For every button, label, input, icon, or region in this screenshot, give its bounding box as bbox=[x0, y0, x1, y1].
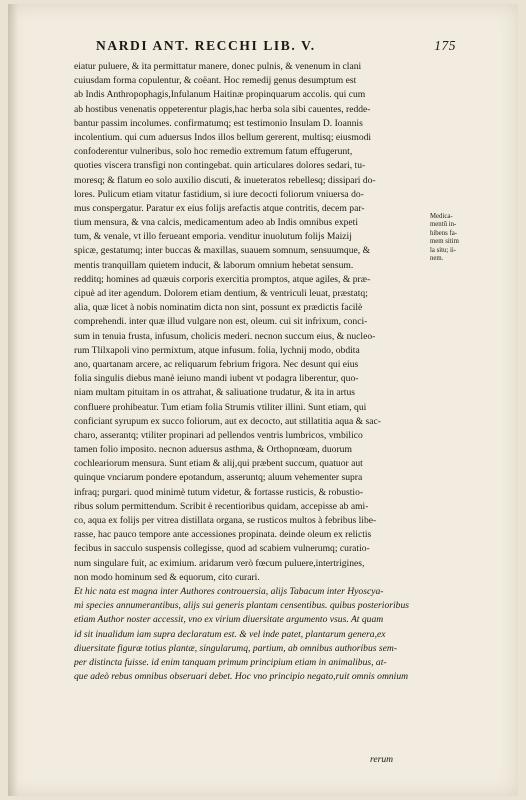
commentary-line: id sit inualidum iam supra declaratum est. & vel inde patet, plantarum genera,ex bbox=[74, 628, 386, 640]
book-page bbox=[8, 4, 518, 796]
body-line: tamen folio imposito. necnon aduersus asthma, & Orthopnœam, duorum bbox=[74, 444, 352, 456]
body-line: tium mensura, & vna calcis, medicamentum adeo ab Indis omnibus expeti bbox=[74, 217, 359, 229]
body-line: fecibus in sacculo suspensis collegisse, quod ad scabiem vulnerumq; curatio- bbox=[74, 543, 370, 555]
body-line: cochleariorum mensura. Sunt etiam & alij,qui præbent succum, quatuor aut bbox=[74, 458, 363, 470]
commentary-line: diuersitate figuræ totius plantæ, singularumq, partium, ab omnibus authoribus sem- bbox=[74, 642, 398, 654]
body-line: co, aqua ex folijs per vitrea distillata organa, se rusticos multos à febribus libe- bbox=[74, 515, 377, 526]
body-line: comprehendi. inter quæ illud vulgare non est, oleum. cui sit infrixum, conci- bbox=[74, 316, 368, 328]
body-line: cipuè ad iter agendum. Dolorem etiam dentium, & ventriculi leuat, præstatq; bbox=[74, 288, 368, 299]
body-line: quoties viscera transfigi non contingebat. quin articulares dolores sedari, tu- bbox=[74, 160, 366, 172]
body-line: lores. Pulicum etiam vitatur fastidium, si iure decocti foliorum vniuersa do- bbox=[74, 188, 364, 200]
commentary-line: que adeò rebus omnibus obseruari debet. Hoc vno principio negato,ruit omnis omnium bbox=[74, 671, 409, 683]
commentary-line: Et hic nata est magna inter Authores controuersia, alijs Tabacum inter Hyoscya- bbox=[74, 585, 384, 597]
margin-note-line: nem. bbox=[430, 255, 444, 263]
margin-note-line: la situ; ii- bbox=[430, 246, 457, 254]
body-line: ab Indis Anthropophagis,Infulanum Haitinæ propinquarum accolis. qui cum bbox=[74, 89, 366, 101]
running-head bbox=[96, 38, 456, 54]
body-line: folia singulis diebus manè ieiuno mandi iubent vt podagra liberentur, quo- bbox=[74, 373, 359, 385]
body-line: confoderentur vulneribus, solo hoc remedio extremum fatum effugerunt, bbox=[74, 146, 353, 158]
body-line: cuiusdam forma copulentur, & coëant. Hoc remedij genus desumptum est bbox=[74, 75, 357, 87]
body-line: tum, & venale, vt illo ferueant emporia. venditur inuolutum folijs Maizij bbox=[74, 231, 352, 243]
body-line: charo, asserantq; vtiliter propinari ad pellendos ventris lumbricos, vmbilico bbox=[74, 429, 363, 441]
running-title: NARDI ANT. RECCHI LIB. V. bbox=[96, 38, 316, 53]
body-line: moresq; & flatum eo solo auxilio discuti, & inueteratos rebellesq; dissipari do- bbox=[74, 174, 376, 186]
body-line: num singulare fuit, ac eximium. aridarum verò fœcum puluere,intertrigines, bbox=[74, 557, 365, 569]
body-line: ab hostibus venenatis oppeterentur plagis,hac herba sola sibi cauentes, redde- bbox=[74, 103, 371, 115]
margin-note-line: hibens fa- bbox=[430, 229, 457, 237]
catchword: rerum bbox=[370, 754, 394, 765]
body-line: confluere prohibeatur. Tum etiam folia Strumis vtiliter illini. Sunt etiam, qui bbox=[74, 401, 367, 413]
commentary-line: etiam Author noster accessit, vno ex virium diuersitate argumento vsus. At quam bbox=[74, 614, 384, 626]
body-line: ribus solum permittendum. Scribit è recentioribus quidam, accepisse ab ami- bbox=[74, 500, 369, 512]
body-line: ano, quartanam arcere, ac reliquarum febrium frigora. Nec desunt qui eius bbox=[74, 358, 359, 370]
commentary-line: mi species annumerantibus, alijs sui generis plantam censentibus. quibus posterioribus bbox=[74, 600, 409, 612]
body-line: quinque vnciarum pondere epotandum, asseruntq; aluum vehementer supra bbox=[74, 472, 363, 484]
body-line: rasse, hac pauco tempore ante accessiones propinata. deinde oleum ex relictis bbox=[74, 529, 372, 541]
body-line: alia, quæ licet à nobis nominatim dicta non sint, possunt ex prædictis facilè bbox=[74, 302, 363, 314]
commentary-line: per distincta fuisse. id enim tanquam primum principium etiam in animalibus, at- bbox=[74, 656, 387, 668]
body-line: sum in tenuia frusta, infusum, cholicis mederi. necnon succum eius, & nucleo- bbox=[74, 330, 376, 342]
body-line: bantur passim incolumes. confirmatumq; est testimonio Insulam D. Ioannis bbox=[74, 117, 363, 129]
body-text-block bbox=[74, 60, 420, 684]
body-line: infraq; purgari. quod minimè tutum videtur, & fortasse rusticis, & robustio- bbox=[74, 486, 364, 498]
body-line: incolentium. qui cum aduersus Indos illos bellum gererent, multisq; eiusmodi bbox=[74, 131, 372, 143]
body-line: eiatur puluere, & ita permittatur manere, donec pulnis, & venenum in clani bbox=[74, 61, 362, 72]
body-line: non modo hominum sed & equorum, cito curari. bbox=[74, 571, 260, 583]
body-line: conficiant syrupum ex succo foliorum, aut ex decocto, aut stillatitia aqua & sac- bbox=[74, 415, 381, 427]
body-line: spicæ, gestatumq; inter buccas & maxillas, suauem somnum, sensuumque, & bbox=[74, 245, 371, 257]
body-line: mentis tranquillam quietem inducit, & laborum omnium hebetat sensum. bbox=[74, 259, 354, 271]
body-line: mus conspergatur. Paratur ex eius folijs arefactis atque contritis, decem par- bbox=[74, 202, 365, 214]
page-number: 175 bbox=[434, 38, 456, 53]
body-line: niam multam pituitam in os attrahat, & saliuatione trudatur, & ita in artus bbox=[74, 387, 355, 399]
margin-note-line: Medica- bbox=[430, 213, 453, 220]
margin-note-line: mentū in- bbox=[430, 221, 457, 229]
body-line: rum Tlilxapoli vino permixtum, atque infusum. folia, lychnij modo, obdita bbox=[74, 344, 360, 356]
margin-note-line: mem sitim bbox=[430, 238, 459, 246]
body-line: redditq; homines ad quæuis corporis exercitia promptos, atque agiles, & præ- bbox=[74, 273, 371, 285]
margin-note bbox=[430, 213, 492, 263]
